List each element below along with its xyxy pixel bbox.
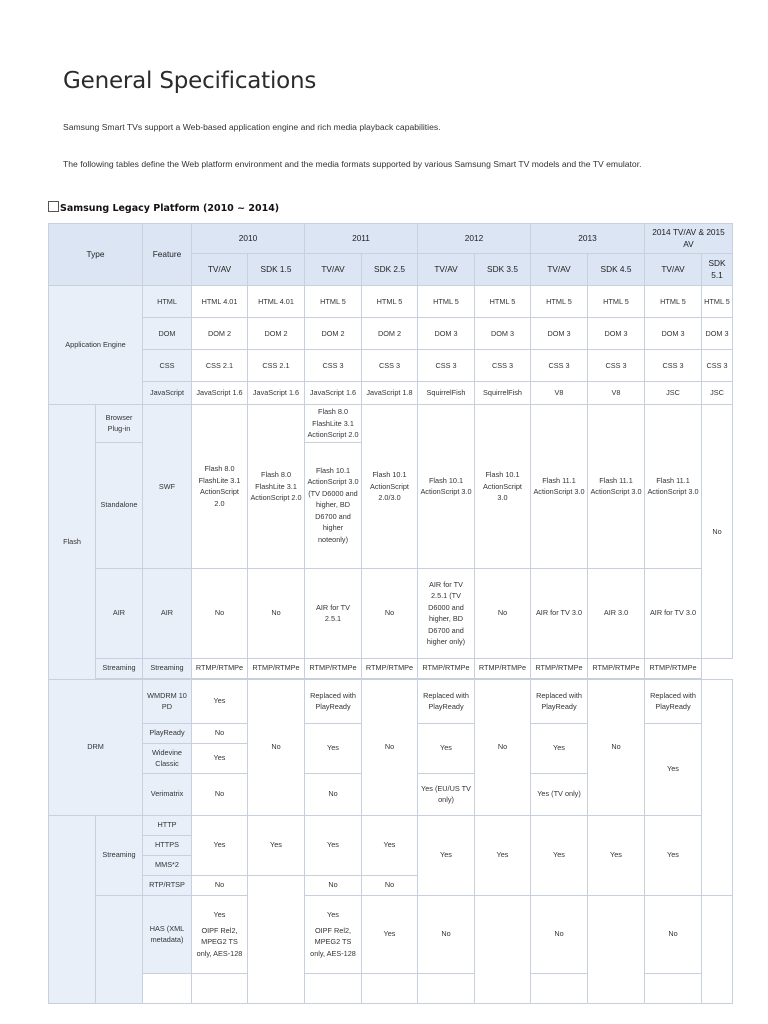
table-cell: Flash 8.0 FlashLite 3.1 ActionScript 2.0	[305, 405, 362, 443]
table-cell: No	[531, 895, 588, 973]
table-cell	[192, 895, 248, 973]
table-cell	[305, 895, 362, 973]
table-cell: DOM 2	[362, 318, 418, 350]
table-cell: HTML 5	[645, 286, 702, 318]
header-sub: TV/AV	[645, 254, 702, 286]
feature-label: HTML	[143, 286, 192, 318]
table-cell: Yes	[362, 815, 418, 875]
table-cell: HTML 5	[475, 286, 531, 318]
table-cell: Yes	[305, 723, 362, 773]
table-cell: CSS 3	[645, 350, 702, 382]
table-cell: Replaced with PlayReady	[418, 679, 475, 723]
table-cell: CSS 3	[588, 350, 645, 382]
has-yes: Yes	[213, 910, 226, 919]
table-cell: AIR 3.0	[588, 568, 645, 658]
table-cell: Flash 11.1 ActionScript 3.0	[588, 405, 645, 569]
table-cell: Replaced with PlayReady	[645, 679, 702, 723]
table-cell: Yes	[192, 679, 248, 723]
table-cell: No	[645, 895, 702, 973]
header-year: 2011	[305, 224, 418, 254]
table-cell: HTML 5	[362, 286, 418, 318]
table-cell: No	[475, 679, 531, 815]
table-cell: Yes (TV only)	[531, 773, 588, 815]
table-cell: CSS 3	[418, 350, 475, 382]
table-cell: CSS 3	[531, 350, 588, 382]
table-cell: DOM 2	[305, 318, 362, 350]
table-cell: JSC	[702, 382, 733, 405]
table-cell: V8	[588, 382, 645, 405]
feature-label: CSS	[143, 350, 192, 382]
header-sub: TV/AV	[192, 254, 248, 286]
table-cell: Flash 10.1 ActionScript 3.0 (TV D6000 and higher, BD D6700 and higher noteonly)	[305, 442, 362, 568]
table-cell: RTMP/RTMPe	[248, 658, 305, 678]
table-cell: RTMP/RTMPe	[531, 658, 588, 678]
table-cell: HTML 5	[418, 286, 475, 318]
table-cell: SquirrelFish	[418, 382, 475, 405]
row-subgroup-label	[96, 895, 143, 1003]
table-cell: No	[248, 568, 305, 658]
table-cell: CSS 2.1	[248, 350, 305, 382]
table-cell: Yes	[531, 723, 588, 773]
feature-label: SWF	[143, 405, 192, 569]
row-subgroup-label: Streaming	[96, 658, 143, 678]
table-cell: No	[702, 405, 733, 659]
table-cell: DOM 2	[248, 318, 305, 350]
checkbox-icon[interactable]	[48, 201, 59, 212]
feature-label: HAS (XML metadata)	[143, 895, 192, 973]
table-cell: V8	[531, 382, 588, 405]
feature-label: Streaming	[143, 658, 192, 678]
table-cell: CSS 3	[702, 350, 733, 382]
table-cell	[418, 973, 475, 1003]
header-year: 2010	[192, 224, 305, 254]
table-cell: Yes	[531, 815, 588, 895]
table-cell	[531, 973, 588, 1003]
table-cell: Flash 10.1 ActionScript 3.0	[418, 405, 475, 569]
table-cell: Yes	[192, 815, 248, 875]
table-cell: Flash 8.0 FlashLite 3.1 ActionScript 2.0	[248, 405, 305, 569]
table-cell: CSS 3	[362, 350, 418, 382]
table-cell: CSS 2.1	[192, 350, 248, 382]
page-title: General Specifications	[63, 68, 317, 94]
table-cell: Yes	[362, 895, 418, 973]
table-cell: HTML 4.01	[192, 286, 248, 318]
table-cell	[248, 875, 305, 1003]
table-cell: No	[475, 568, 531, 658]
header-sub: SDK 4.5	[588, 254, 645, 286]
table-cell	[702, 895, 733, 1003]
feature-label: WMDRM 10 PD	[143, 679, 192, 723]
table-cell	[588, 895, 645, 1003]
header-sub: SDK 5.1	[702, 254, 733, 286]
table-cell: Replaced with PlayReady	[305, 679, 362, 723]
row-subgroup-label: AIR	[96, 568, 143, 658]
table-cell: No	[418, 895, 475, 973]
table-cell: CSS 3	[305, 350, 362, 382]
table-cell: SquirrelFish	[475, 382, 531, 405]
has-oipf: OIPF Rel2, MPEG2 TS only, AES-128	[196, 925, 243, 958]
table-cell: No	[362, 679, 418, 815]
table-cell: HTML 5	[531, 286, 588, 318]
table-cell: Yes	[645, 815, 702, 895]
table-cell: JavaScript 1.8	[362, 382, 418, 405]
table-cell: DOM 3	[702, 318, 733, 350]
feature-label: AIR	[143, 568, 192, 658]
table-cell: RTMP/RTMPe	[645, 658, 702, 678]
table-cell: HTML 5	[588, 286, 645, 318]
section-title: Samsung Legacy Platform (2010 ~ 2014)	[60, 203, 280, 214]
table-cell: DOM 3	[418, 318, 475, 350]
table-cell: Yes	[645, 723, 702, 815]
table-cell: Flash 11.1 ActionScript 3.0	[531, 405, 588, 569]
table-cell: HTML 5	[702, 286, 733, 318]
table-cell: Yes	[418, 815, 475, 895]
table-cell: HTML 5	[305, 286, 362, 318]
feature-label: RTP/RTSP	[143, 875, 192, 895]
table-cell: RTMP/RTMPe	[475, 658, 531, 678]
header-sub: SDK 2.5	[362, 254, 418, 286]
table-cell	[362, 973, 418, 1003]
table-cell: Yes	[588, 815, 645, 895]
table-cell: AIR for TV 2.5.1 (TV D6000 and higher, BD D6700 and higher only)	[418, 568, 475, 658]
table-cell	[192, 973, 248, 1003]
row-subgroup-label: Browser Plug-in	[96, 405, 143, 443]
row-group-label: Application Engine	[49, 286, 143, 405]
table-cell: Flash 11.1 ActionScript 3.0	[645, 405, 702, 569]
table-cell: DOM 2	[192, 318, 248, 350]
header-year: 2012	[418, 224, 531, 254]
table-cell: HTML 4.01	[248, 286, 305, 318]
row-subgroup-label: Standalone	[96, 442, 143, 568]
row-group-label: DRM	[49, 679, 143, 815]
table-cell: Flash 10.1 ActionScript 3.0	[475, 405, 531, 569]
table-cell	[475, 895, 531, 1003]
row-subgroup-label: Streaming	[96, 815, 143, 895]
table-cell: DOM 3	[645, 318, 702, 350]
header-sub: TV/AV	[418, 254, 475, 286]
table-cell: JavaScript 1.6	[305, 382, 362, 405]
has-yes: Yes	[327, 910, 339, 919]
header-sub: TV/AV	[531, 254, 588, 286]
table-cell: RTMP/RTMPe	[362, 658, 418, 678]
table-cell	[702, 679, 733, 895]
table-cell: AIR for TV 3.0	[531, 568, 588, 658]
intro-text-2: The following tables define the Web platform environment and the media formats supported by various Samsung Smart TV models and the TV emulator.	[63, 159, 642, 169]
table-cell: DOM 3	[588, 318, 645, 350]
header-sub: SDK 3.5	[475, 254, 531, 286]
table-cell: RTMP/RTMPe	[305, 658, 362, 678]
table-cell: RTMP/RTMPe	[192, 658, 248, 678]
table-cell: RTMP/RTMPe	[588, 658, 645, 678]
header-sub: SDK 1.5	[248, 254, 305, 286]
table-cell: CSS 3	[475, 350, 531, 382]
header-year: 2014 TV/AV & 2015 AV	[645, 224, 733, 254]
table-cell: Flash 10.1 ActionScript 2.0/3.0	[362, 405, 418, 569]
row-group-label	[49, 815, 96, 1003]
header-sub: TV/AV	[305, 254, 362, 286]
table-cell: JSC	[645, 382, 702, 405]
table-cell: No	[192, 875, 248, 895]
table-cell: No	[192, 773, 248, 815]
header-year: 2013	[531, 224, 645, 254]
feature-label: JavaScript	[143, 382, 192, 405]
table-cell	[645, 973, 702, 1003]
table-cell: Yes	[475, 815, 531, 895]
table-cell: JavaScript 1.6	[248, 382, 305, 405]
table-cell: Replaced with PlayReady	[531, 679, 588, 723]
table-cell: No	[192, 723, 248, 743]
row-group-label: Flash	[49, 405, 96, 680]
feature-label: MMS*2	[143, 855, 192, 875]
table-cell: DOM 3	[531, 318, 588, 350]
has-oipf: OIPF Rel2, MPEG2 TS only, AES-128	[310, 925, 356, 958]
table-cell: No	[588, 679, 645, 815]
table-cell: No	[305, 875, 362, 895]
table-cell: JavaScript 1.6	[192, 382, 248, 405]
table-cell: No	[192, 568, 248, 658]
feature-label: Verimatrix	[143, 773, 192, 815]
table-cell	[143, 973, 192, 1003]
table-cell: Yes	[248, 815, 305, 875]
table-cell: Yes	[192, 743, 248, 773]
table-cell: Yes	[418, 723, 475, 773]
feature-label: PlayReady	[143, 723, 192, 743]
table-cell: AIR for TV 3.0	[645, 568, 702, 658]
feature-label: DOM	[143, 318, 192, 350]
table-cell: No	[248, 679, 305, 815]
header-type: Type	[49, 224, 143, 286]
table-cell: Flash 8.0 FlashLite 3.1 ActionScript 2.0	[192, 405, 248, 569]
table-cell: Yes (EU/US TV only)	[418, 773, 475, 815]
table-cell: Yes	[305, 815, 362, 875]
table-cell: No	[362, 875, 418, 895]
table-cell: DOM 3	[475, 318, 531, 350]
table-cell: AIR for TV 2.5.1	[305, 568, 362, 658]
spec-table	[48, 223, 733, 1004]
header-feature: Feature	[143, 224, 192, 286]
feature-label: HTTPS	[143, 835, 192, 855]
feature-label: HTTP	[143, 815, 192, 835]
feature-label: Widevine Classic	[143, 743, 192, 773]
table-cell: RTMP/RTMPe	[418, 658, 475, 678]
section-heading	[48, 201, 279, 214]
table-cell: No	[362, 568, 418, 658]
intro-text: Samsung Smart TVs support a Web-based application engine and rich media playback capabilities.	[63, 122, 441, 132]
table-cell	[305, 973, 362, 1003]
table-cell: No	[305, 773, 362, 815]
